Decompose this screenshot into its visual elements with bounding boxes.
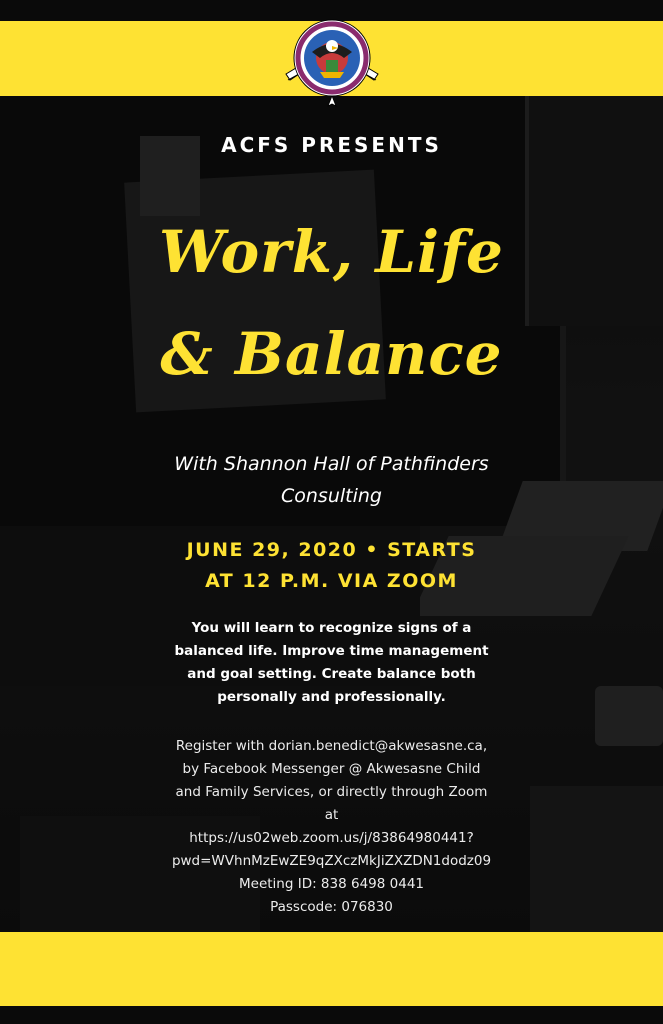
- description-line: You will learn to recognize signs of a: [191, 620, 472, 636]
- event-title-line-1: Work, Life: [159, 218, 504, 286]
- bottom-yellow-band: [0, 932, 663, 1006]
- bottom-border: [0, 1006, 663, 1024]
- event-description: [150, 617, 513, 709]
- event-date-time: [150, 535, 513, 597]
- zoom-link[interactable]: pwd=WVhnMzEwZE9qZXczMkJiZXZDN1dodz09: [171, 853, 492, 869]
- passcode: Passcode: 076830: [270, 899, 393, 915]
- registration-facebook-line: by Facebook Messenger @ Akwesasne Child: [182, 761, 481, 777]
- presenter-credit: [130, 448, 533, 512]
- event-date-line: JUNE 29, 2020 • STARTS: [186, 539, 477, 561]
- presenter-org-heading: ACFS PRESENTS: [221, 133, 442, 157]
- registration-facebook-line: and Family Services, or directly through Zoom: [175, 784, 488, 800]
- description-line: personally and professionally.: [217, 689, 446, 705]
- event-title-line-2: & Balance: [160, 320, 503, 388]
- registration-email-line: Register with dorian.benedict@akwesasne.ca,: [175, 738, 488, 754]
- description-line: and goal setting. Create balance both: [187, 666, 476, 682]
- zoom-link[interactable]: https://us02web.zoom.us/j/83864980441?: [189, 830, 474, 846]
- meeting-id: Meeting ID: 838 6498 0441: [239, 876, 424, 892]
- presenter-credit-line: Consulting: [281, 485, 382, 507]
- registration-info: [140, 735, 523, 919]
- presenter-credit-line: With Shannon Hall of Pathfinders: [174, 453, 489, 475]
- event-time-line: AT 12 P.M. VIA ZOOM: [205, 570, 458, 592]
- description-line: balanced life. Improve time management: [174, 643, 489, 659]
- eagle-seal-icon: [282, 16, 382, 108]
- registration-line: at: [324, 807, 339, 823]
